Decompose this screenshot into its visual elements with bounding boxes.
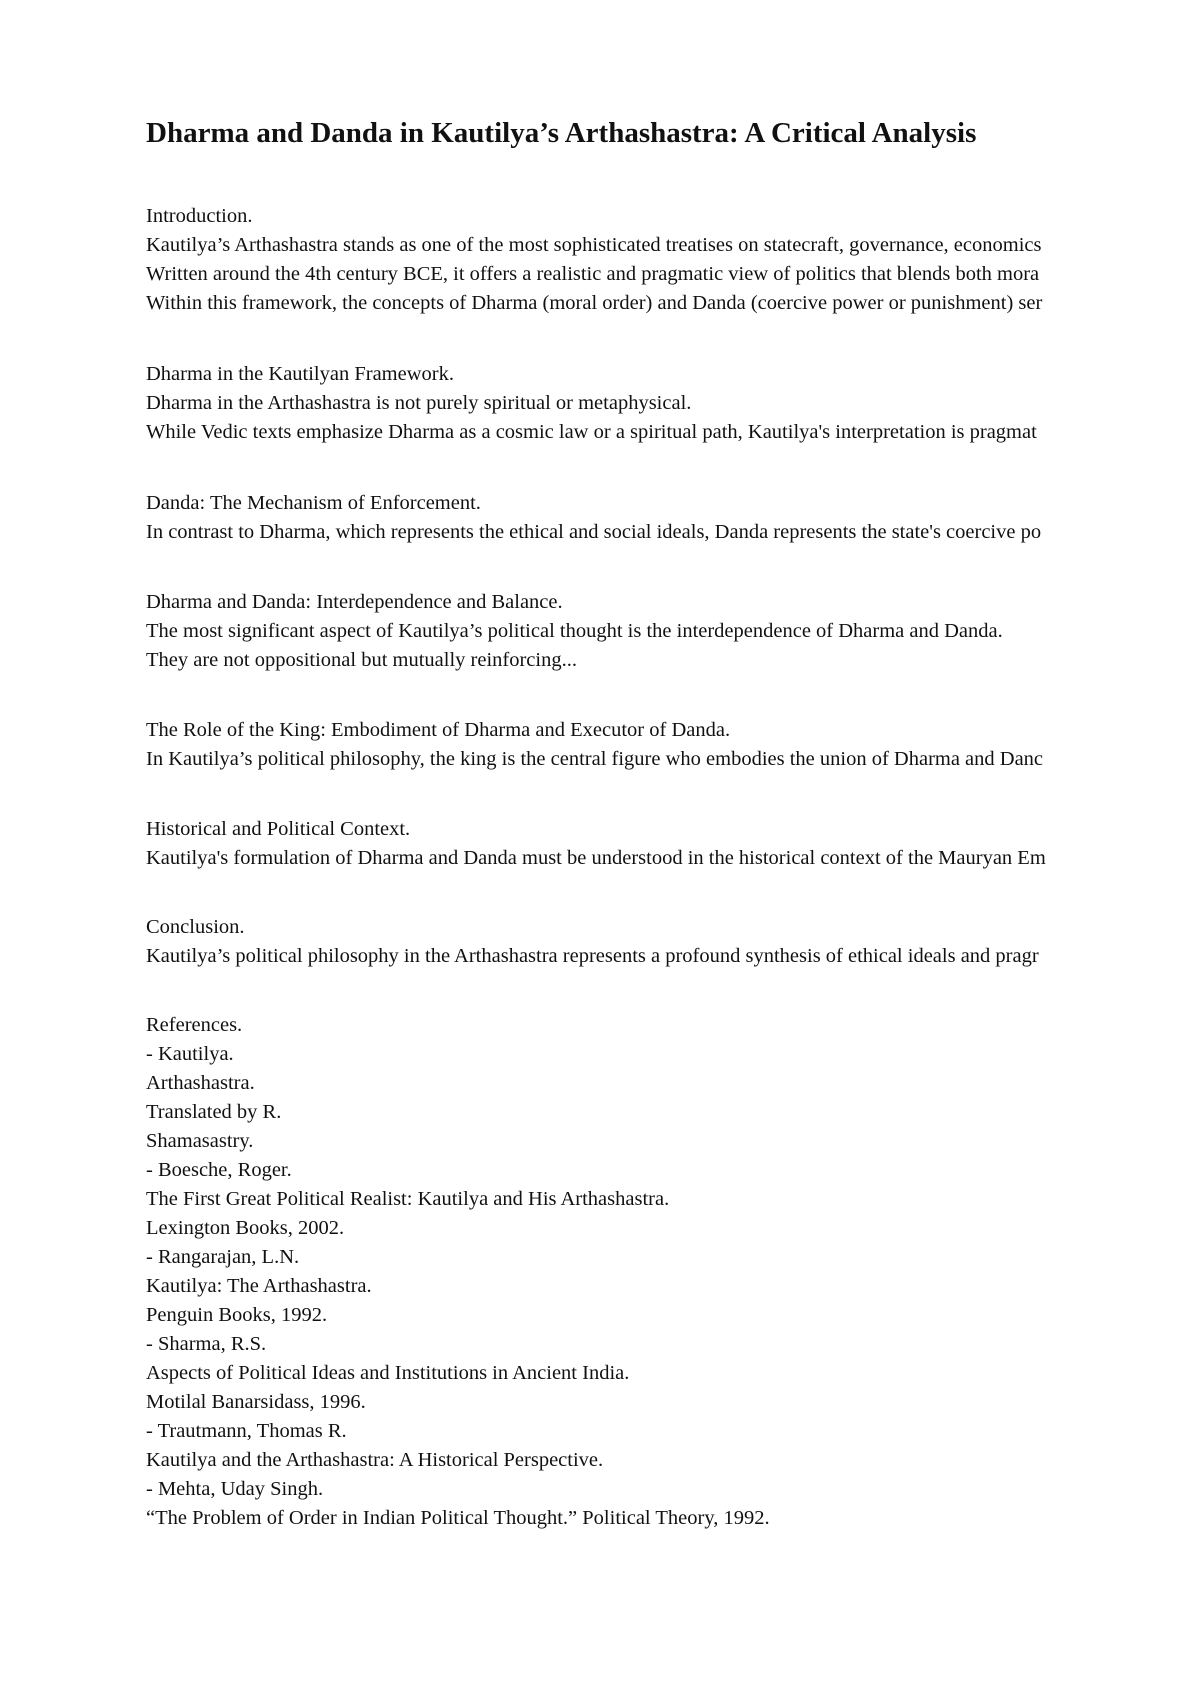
reference-line: - Trautmann, Thomas R.: [146, 1420, 347, 1442]
section-heading-conclusion: Conclusion.: [146, 916, 245, 938]
reference-line: - Mehta, Uday Singh.: [146, 1478, 324, 1500]
reference-line: “The Problem of Order in Indian Political Thought.” Political Theory, 1992.: [146, 1507, 770, 1529]
section-heading-role-of-king: The Role of the King: Embodiment of Dharma and Executor of Danda.: [146, 719, 731, 741]
reference-line: Motilal Banarsidass, 1996.: [146, 1391, 366, 1413]
paragraph-line: They are not oppositional but mutually reinforcing...: [146, 649, 577, 671]
paragraph-line: In Kautilya’s political philosophy, the king is the central figure who embodies the union of Dharma and Danc: [146, 748, 1044, 770]
section-heading-introduction: Introduction.: [146, 205, 253, 227]
paragraph-line: Within this framework, the concepts of Dharma (moral order) and Danda (coercive power or punishment) ser: [146, 292, 1043, 314]
paragraph-line: Kautilya's formulation of Dharma and Danda must be understood in the historical context of the Mauryan Em: [146, 847, 1046, 869]
section-heading-dharma-framework: Dharma in the Kautilyan Framework.: [146, 363, 454, 385]
section-heading-historical-context: Historical and Political Context.: [146, 818, 411, 840]
reference-line: Kautilya and the Arthashastra: A Historical Perspective.: [146, 1449, 604, 1471]
paragraph-line: Kautilya’s Arthashastra stands as one of the most sophisticated treatises on statecraft, governance, economics: [146, 234, 1042, 256]
paragraph-line: In contrast to Dharma, which represents the ethical and social ideals, Danda represents the state's coercive po: [146, 521, 1042, 543]
reference-line: Penguin Books, 1992.: [146, 1304, 328, 1326]
reference-line: Lexington Books, 2002.: [146, 1217, 345, 1239]
reference-line: The First Great Political Realist: Kautilya and His Arthashastra.: [146, 1188, 670, 1210]
reference-line: Shamasastry.: [146, 1130, 254, 1152]
reference-line: Translated by R.: [146, 1101, 282, 1123]
paragraph-line: Kautilya’s political philosophy in the Arthashastra represents a profound synthesis of ethical ideals and pragr: [146, 945, 1039, 967]
paragraph-line: Written around the 4th century BCE, it offers a realistic and pragmatic view of politics that blends both mora: [146, 263, 1040, 285]
reference-line: Kautilya: The Arthashastra.: [146, 1275, 372, 1297]
reference-line: Arthashastra.: [146, 1072, 255, 1094]
references-heading: References.: [146, 1014, 243, 1036]
reference-line: - Sharma, R.S.: [146, 1333, 267, 1355]
section-heading-interdependence: Dharma and Danda: Interdependence and Balance.: [146, 591, 563, 613]
document-title: Dharma and Danda in Kautilya’s Arthashastra: A Critical Analysis: [146, 117, 977, 149]
paragraph-line: The most significant aspect of Kautilya’s political thought is the interdependence of Dharma and Danda.: [146, 620, 1003, 642]
reference-line: - Rangarajan, L.N.: [146, 1246, 300, 1268]
reference-line: - Boesche, Roger.: [146, 1159, 292, 1181]
reference-line: - Kautilya.: [146, 1043, 234, 1065]
paragraph-line: Dharma in the Arthashastra is not purely spiritual or metaphysical.: [146, 392, 692, 414]
section-heading-danda: Danda: The Mechanism of Enforcement.: [146, 492, 481, 514]
paragraph-line: While Vedic texts emphasize Dharma as a cosmic law or a spiritual path, Kautilya's interpretation is pragmat: [146, 421, 1037, 443]
reference-line: Aspects of Political Ideas and Institutions in Ancient India.: [146, 1362, 630, 1384]
